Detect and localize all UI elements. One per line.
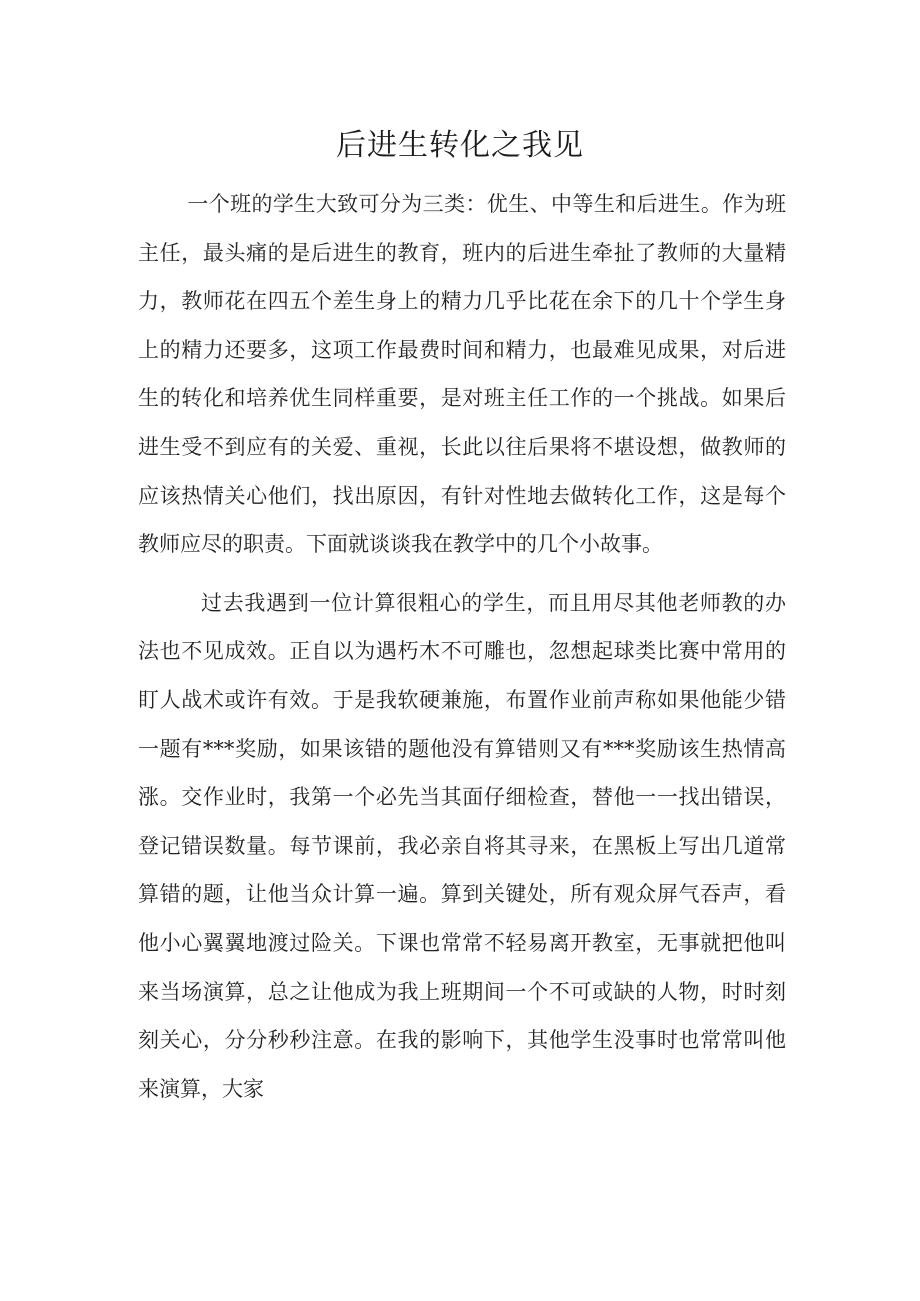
paragraph: 一个班的学生大致可分为三类：优生、中等生和后进生。作为班主任，最头痛的是后进生的教育，班内的后进生牵扯了教师的大量精力，教师花在四五个差生身上的精力几乎比花在余下的几十个学生身上的精力还要多，这项工作最费时间和精力，也最难见成果，对后进生的转化和培养优生同样重要，是对班主任工作的一个挑战。如果后进生受不到应有的关爱、重视，长此以往后果将不堪设想，做教师的应该热情关心他们，找出原因，有针对性地去做转化工作，这是每个教师应尽的职责。下面就谈谈我在教学中的几个小故事。: [138, 192, 786, 557]
document-title: 后进生转化之我见: [336, 128, 584, 163]
document-body: [138, 180, 786, 1113]
paragraph: 过去我遇到一位计算很粗心的学生，而且用尽其他老师教的办法也不见成效。正自以为遇朽木不可雕也，忽想起球类比赛中常用的盯人战术或许有效。于是我软硬兼施，布置作业前声称如果他能少错一题有***奖励，如果该错的题他没有算错则又有***奖励该生热情高涨。交作业时，我第一个必先当其面仔细检查，替他一一找出错误，登记错误数量。每节课前，我必亲自将其寻来，在黑板上写出几道常算错的题，让他当众计算一遍。算到关键处，所有观众屏气吞声，看他小心翼翼地渡过险关。下课也常常不轻易离开教室，无事就把他叫来当场演算，总之让他成为我上班期间一个不可或缺的人物，时时刻刻关心，分分秒秒注意。在我的影响下，其他学生没事时也常常叫他来演算，大家: [138, 590, 786, 1101]
